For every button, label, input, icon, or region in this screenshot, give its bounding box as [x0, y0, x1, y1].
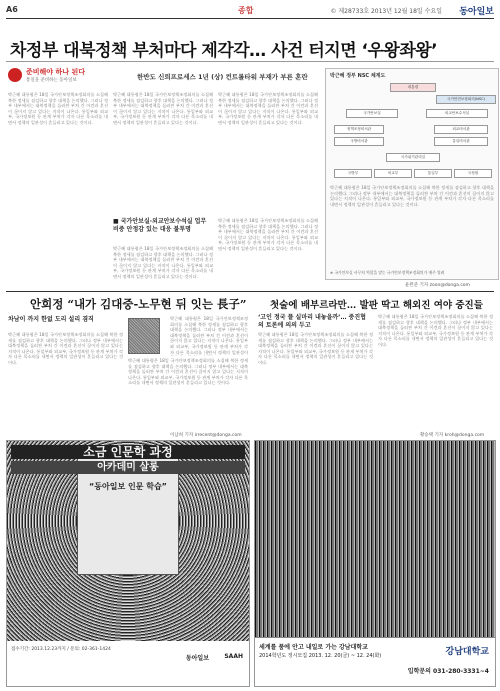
ad-admission-dates: 2014학년도 정시모집 2013. 12. 20(금) ~ 12. 24(화)	[259, 653, 382, 659]
university-advertisement[interactable]	[254, 440, 496, 687]
series-title: 한반도 신뢰프로세스 1년 (상) 컨트롤타워 부재가 부른 혼란	[137, 73, 308, 81]
chart-node: 외교안보수석실	[426, 109, 488, 118]
logo-circle-icon	[8, 68, 22, 82]
series-logo	[8, 66, 120, 86]
chart-node: 국방부	[334, 169, 372, 178]
chart-node: 국방비서관	[334, 137, 384, 146]
chart-node: 국정원	[454, 169, 492, 178]
university-logo: 강남대학교	[445, 647, 489, 657]
nsc-org-chart	[325, 68, 499, 280]
bottom-left-column-2: 박근혜 대통령은 18일 국가안보정책조정회의를 소집해 북한 정세를 점검하고 향후 대책을 논의했다. 그러나 정부 내부에서는 대북정책을 둘러싼 부처 간 이견과 혼선이 끊이지 않고 있다는 지적이 나온다. 통일부와 외교부, 국가정보원 등 관계 부처가 각자 다른 목소리를 내면서 정책의 일관성이 흔들리고 있다는 것이다.	[128, 358, 248, 386]
chart-node: 외교부	[374, 169, 412, 178]
bottom-left-column-1: 박근혜 대통령은 18일 국가안보정책조정회의를 소집해 북한 정세를 점검하고 향후 대책을 논의했다. 그러나 정부 내부에서는 대북정책을 둘러싼 부처 간 이견과 혼선이 끊이지 않고 있다는 지적이 나온다. 통일부와 외교부, 국가정보원 등 관계 부처가 각자 다른 목소리를 내면서 정책의 일관성이 흔들리고 있다는 것이다.	[8, 332, 123, 365]
ad-headline-2: 아카데미 살롱	[11, 461, 245, 474]
chart-node: 통일부	[414, 169, 452, 178]
ad-footer-panel	[255, 637, 495, 686]
main-headline: 차정부 대북정책 부처마다 제각각… 사건 터지면 ‘우왕좌왕’	[10, 41, 438, 61]
bottom-left-byline: 이남희 기자 irrecent@donga.com	[170, 433, 242, 438]
bottom-left-headline: 안희정 “내가 김대중-노무현 뒤 잇는 長子”	[30, 297, 247, 311]
section-label: 종합	[238, 6, 254, 15]
chart-node: 외교비서관	[434, 125, 488, 134]
top-bar	[6, 4, 494, 19]
author-photo	[128, 318, 160, 354]
article-column-1: 박근혜 대통령은 18일 국가안보정책조정회의를 소집해 북한 정세를 점검하고 향후 대책을 논의했다. 그러나 정부 내부에서는 대북정책을 둘러싼 부처 간 이견과 혼선이 끊이지 않고 있다는 지적이 나온다. 통일부와 외교부, 국가정보원 등 관계 부처가 각자 다른 목소리를 내면서 정책의 일관성이 흔들리고 있다는 것이다.	[8, 92, 108, 125]
chart-node: 국가위기관리실	[386, 153, 440, 162]
series-logo-title: 준비해야 하나 된다	[26, 68, 85, 76]
chart-node: 국가안전보장회의(NSC)	[436, 95, 496, 104]
article-column-3: 박근혜 대통령은 18일 국가안보정책조정회의를 소집해 북한 정세를 점검하고 향후 대책을 논의했다. 그러나 정부 내부에서는 대북정책을 둘러싼 부처 간 이견과 혼선이 끊이지 않고 있다는 지적이 나온다. 통일부와 외교부, 국가정보원 등 관계 부처가 각자 다른 목소리를 내면서 정책의 일관성이 흔들리고 있다는 것이다.	[218, 92, 318, 125]
chart-node: 대통령	[390, 83, 436, 92]
headline-divider	[6, 61, 494, 62]
masthead-logo: 동아일보	[459, 7, 494, 17]
article-column-2b: 박근혜 대통령은 18일 국가안보정책조정회의를 소집해 북한 정세를 점검하고 향후 대책을 논의했다. 그러나 정부 내부에서는 대북정책을 둘러싼 부처 간 이견과 혼선이 끊이지 않고 있다는 지적이 나온다. 통일부와 외교부, 국가정보원 등 관계 부처가 각자 다른 목소리를 내면서 정책의 일관성이 흔들리고 있다는 것이다.	[113, 246, 213, 279]
chart-footer: ※ 국가안보실 사무처 역할을 맡는 국가안보정책조정회의가 매주 열려	[330, 270, 445, 275]
chart-node: 정책조정비서관	[334, 125, 384, 134]
bottom-left-column-3: 박근혜 대통령은 18일 국가안보정책조정회의를 소집해 북한 정세를 점검하고 향후 대책을 논의했다. 그러나 정부 내부에서는 대북정책을 둘러싼 부처 간 이견과 혼선이 끊이지 않고 있다는 지적이 나온다. 통일부와 외교부, 국가정보원 등 관계 부처가 각자 다른 목소리를 내면서 정책의 일관성이	[170, 316, 248, 355]
ad-phone: 입학문의 031-280-3331~4	[407, 668, 489, 675]
chart-caption-text: 박근혜 대통령은 18일 국가안보정책조정회의를 소집해 북한 정세를 점검하고 향후 대책을 논의했다. 그러나 정부 내부에서는 대북정책을 둘러싼 부처 간 이견과 혼선이 끊이지 않고 있다는 지적이 나온다. 통일부와 외교부, 국가정보원 등 관계 부처가 각자 다른 목소리를 내면서 정책의 일관성이 흔들리고 있다는 것이다.	[330, 185, 494, 207]
issue-info: © 제28733호 2013년 12월 18일 수요일	[330, 8, 442, 15]
ad-headline-3: “동아일보 인문 학습”	[89, 482, 167, 491]
chart-title: 박근혜 정부 NSC 체계도	[330, 73, 386, 79]
ad-headline-1: 소금 인문학 과정	[11, 445, 245, 459]
article-column-3b: 박근혜 대통령은 18일 국가안보정책조정회의를 소집해 북한 정세를 점검하고 향후 대책을 논의했다. 그러나 정부 내부에서는 대북정책을 둘러싼 부처 간 이견과 혼선이 끊이지 않고 있다는 지적이 나온다. 통일부와 외교부, 국가정보원 등 관계 부처가 각자 다른 목소리를 내면서 정책의 일관성이 흔들리고 있다는 것이다.	[218, 218, 318, 251]
chart-node: 통일비서관	[434, 137, 488, 146]
page-number: A6	[6, 5, 18, 14]
bottom-left-subhead: 차남이 까지 한없 도리 설리 겸직	[8, 316, 94, 323]
ad-slogan: 세계를 품에 안고 내일로 가는 강남대학교	[259, 644, 368, 651]
bottom-right-column-1: 박근혜 대통령은 18일 국가안보정책조정회의를 소집해 북한 정세를 점검하고 향후 대책을 논의했다. 그러나 정부 내부에서는 대북정책을 둘러싼 부처 간 이견과 혼선이 끊이지 않고 있다는 지적이 나온다. 통일부와 외교부, 국가정보원 등 관계 부처가 각자 다른 목소리를 내면서 정책의 일관성이 흔들리고 있다는 것이다.	[258, 332, 373, 365]
ad-sponsor-logo-2: SAAH	[224, 653, 243, 660]
article-column-2: 박근혜 대통령은 18일 국가안보정책조정회의를 소집해 북한 정세를 점검하고 향후 대책을 논의했다. 그러나 정부 내부에서는 대북정책을 둘러싼 부처 간 이견과 혼선이 끊이지 않고 있다는 지적이 나온다. 통일부와 외교부, 국가정보원 등 관계 부처가 각자 다른 목소리를 내면서 정책의 일관성이 흔들리고 있다는 것이다.	[113, 92, 213, 125]
bottom-right-byline: 황승택 기자 kroh@donga.com	[420, 433, 485, 438]
series-logo-subtitle: 통일을 준비하는 동아일보	[26, 78, 77, 83]
ad-background-image	[255, 441, 495, 637]
main-byline: 윤완준 기자 zoon@donga.com	[405, 283, 470, 288]
article-subhead-1: ■ 국가안보실·외교안보수석실 업무 비중 안정감 있는 대응 불투명	[113, 218, 207, 233]
ad-sponsor-logo: 동아일보	[185, 655, 209, 662]
bottom-right-column-2: 박근혜 대통령은 18일 국가안보정책조정회의를 소집해 북한 정세를 점검하고 향후 대책을 논의했다. 그러나 정부 내부에서는 대북정책을 둘러싼 부처 간 이견과 혼선이 끊이지 않고 있다는 지적이 나온다. 통일부와 외교부, 국가정보원 등 관계 부처가 각자 다른 목소리를 내면서 정책의 일관성이 흔들리고 있다는 것이다.	[378, 314, 493, 347]
bottom-right-subhead: ‘고인 정국 풀 실마리 내놓을까’… 중진협의 토론에 의의 두고	[258, 314, 366, 329]
chart-node: 국가안보실	[346, 109, 398, 118]
ad-info: 접수기간: 2013.12.23까지 / 문의: 02-361-1424	[11, 647, 111, 652]
section-divider	[6, 291, 494, 292]
academy-advertisement[interactable]	[6, 440, 250, 687]
bottom-right-headline: 첫술에 배부르라만… 발판 딱고 해외진 여야 중진들	[270, 300, 483, 311]
